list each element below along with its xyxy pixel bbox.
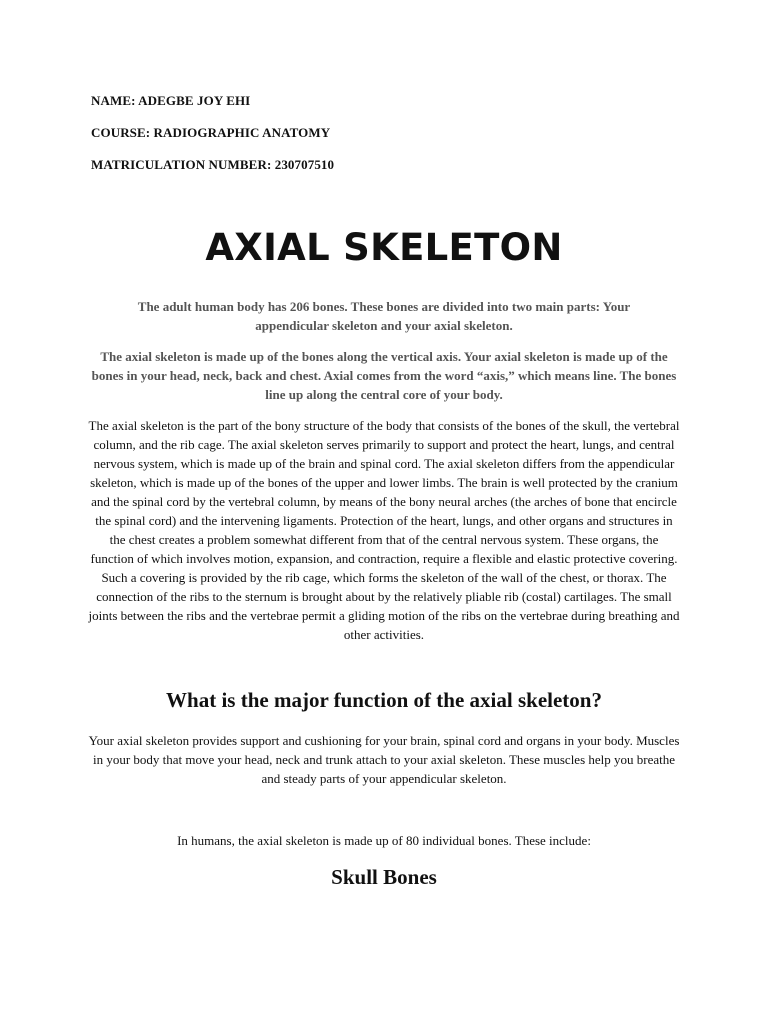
intro-paragraph-1: The adult human body has 206 bones. These bones are divided into two main parts: Your appendicular skeleton and your axial skeleton.	[137, 299, 631, 333]
function-paragraph: Your axial skeleton provides support and cushioning for your brain, spinal cord and organs in your body. Muscles in your body that move your head, neck and trunk attach to your axial skeleton. These muscles help you breathe and steady parts of your appendicular skeleton.	[88, 733, 680, 786]
intro-paragraph-2: The axial skeleton is made up of the bones along the vertical axis. Your axial skeleton is made up of the bones in your head, neck, back and chest. Axial comes from the word “axis,” which means line. The bones line up along the central core of your body.	[91, 349, 677, 402]
function-heading: What is the major function of the axial skeleton?	[166, 688, 602, 712]
document-title: AXIAL SKELETON	[205, 226, 563, 269]
body-paragraph: The axial skeleton is the part of the bony structure of the body that consists of the bones of the skull, the vertebral column, and the rib cage. The axial skeleton serves primarily to support and protect the heart, lungs, and central nervous system, which is made up of the brain and spinal cord. The axial skeleton differs from the appendicular skeleton, which is made up of the bones of the upper and lower limbs. The brain is well protected by the cranium and the spinal cord by the vertebral column, by means of the bony neural arches (the arches of bone that encircle the spinal cord) and the intervening ligaments. Protection of the heart, lungs, and other organs and structures in the chest creates a problem somewhat different from that of the central nervous system. These organs, the function of which involves motion, expansion, and contraction, require a flexible and elastic protective covering. Such a covering is provided by the rib cage, which forms the skeleton of the wall of the chest, or thorax. The connection of the ribs to the sternum is brought about by the relatively pliable rib (costal) cartilages. The small joints between the ribs and the vertebrae permit a gliding motion of the ribs on the vertebrae during breathing and other activities.	[88, 418, 680, 642]
course-name: COURSE: RADIOGRAPHIC ANATOMY	[91, 125, 331, 140]
bones-intro: In humans, the axial skeleton is made up of 80 individual bones. These include:	[177, 833, 591, 848]
skull-bones-heading: Skull Bones	[331, 865, 437, 889]
student-name: NAME: ADEGBE JOY EHI	[91, 93, 251, 108]
matriculation-number: MATRICULATION NUMBER: 230707510	[91, 157, 335, 172]
